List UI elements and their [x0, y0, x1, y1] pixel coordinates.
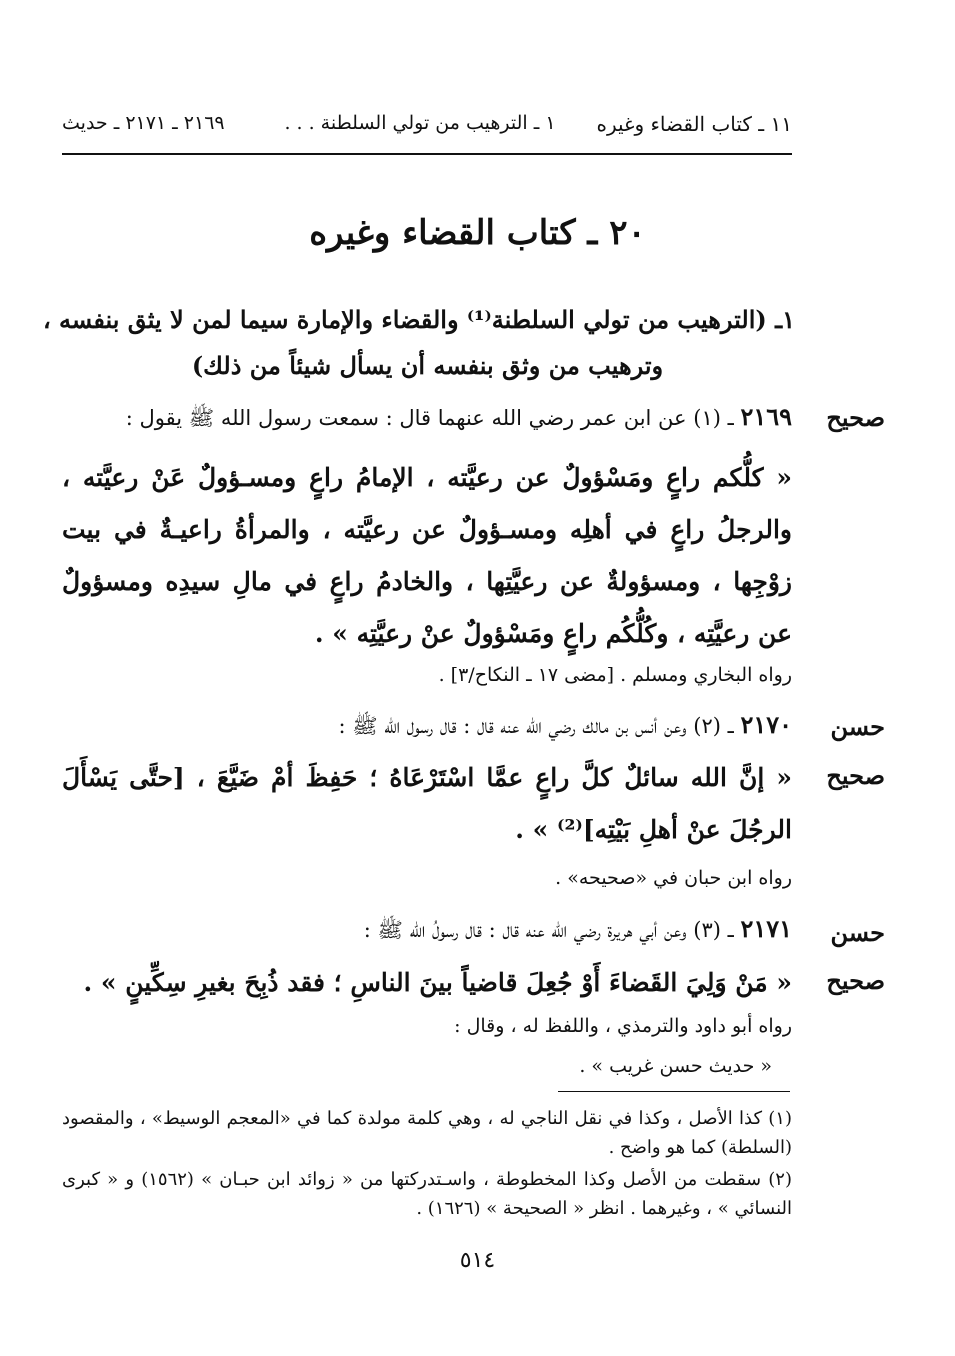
hadith-number: ٢١٧١ [740, 914, 792, 943]
footnote: (١) كذا الأصل ، وكذا في نقل الناجي له ، وهي كلمة مولدة كما في «المعجم الوسيط» ، والمقصود (السلطة) كما هو واضح . [62, 1108, 792, 1158]
header-divider [62, 153, 792, 155]
hadith-isnad: ـ (٢) وعن أنس بن مالك رضي الله عنه قال : قال رسول الله ﷺ : [338, 714, 734, 738]
header-hadith-range: ٢١٦٩ ـ ٢١٧١ ـ حديث [62, 112, 225, 134]
hadith-grade: صحيح [826, 403, 885, 432]
hadith-reference-quote: « حديث حسن غريب » . [579, 1055, 772, 1077]
hadith-text: « مَنْ وَلِيَ القَضاءَ أَوْ جُعِلَ قاضياً بينَ الناسِ ؛ فقد ذُبِحَ بغيرِ سِكِّينٍ » . [83, 968, 792, 997]
hadith-number: ٢١٧٠ [740, 710, 792, 739]
hadith-grade: حسن [830, 918, 885, 947]
hadith-isnad: ـ (١) عن ابن عمر رضي الله عنهما قال : سمعت رسول الله ﷺ يقول : [125, 406, 734, 430]
footnote-divider [558, 1091, 790, 1092]
section-heading-line2: وترهيب من وثق بنفسه أن يسأل شيئاً من ذلك) [191, 351, 664, 380]
hadith-number: ٢١٦٩ [740, 402, 792, 431]
hadith-header [338, 710, 792, 744]
hadith-isnad: ـ (٣) وعن أبي هريرة رضي الله عنه قال : قال رسولُ الله ﷺ : [363, 918, 734, 942]
hadith-grade: حسن [830, 712, 885, 741]
header-book-title: ١١ ـ كتاب القضاء وغيره [596, 112, 792, 136]
hadith-grade-secondary: صحيح [826, 761, 885, 790]
hadith-grade-secondary: صحيح [826, 966, 885, 995]
hadith-text: « كلُّكم راعٍ ومَسْؤولٌ عن رعيَّته ، الإمامُ راعٍ ومسـؤولٌ عَنْ رعيَّته ، والرجلُ راعٍ في أهلِه ومسـؤولٌ عن رعيَّته ، والمرأةُ راعيـةٌ في بيت زوْجِها ، ومسؤولةٌ عن رعيَّتِها ، والخادمُ راعٍ في مالِ سيدِه ومسؤولٌ عن رعيَّتِه ، وكُلُّكُم راعٍ ومَسْؤولٌ عنْ رعيَّتِه » . [62, 463, 792, 648]
hadith-reference: رواه البخاري ومسلم . [مضى ١٧ ـ النكاح/٣] . [438, 664, 792, 686]
hadith-reference: رواه أبو داود والترمذي ، واللفظ له ، وقال : [454, 1015, 792, 1037]
hadith-header [126, 402, 792, 436]
footnote: (٢) سقطت من الأصل وكذا المخطوطة ، واسـتدركتها من « زوائد ابن حبـان » (١٥٦٢) و « كبرى النسائي » ، وغيرهما . انظر « الصحيحة » (١٦٢٦) . [62, 1169, 792, 1219]
hadith-text: « إنَّ الله سائلٌ كلَّ راعٍ عمَّا اسْتَرْعَاهُ ؛ حَفِظَ أمْ ضَيَّعَ ، [حتَّى يَسْأَلَ الرجُلَ عنْ أهلِ بَيْتِه]⁽²⁾ » . [62, 763, 792, 844]
header-section-title: ١ ـ الترهيب من تولي السلطنة . . . [284, 112, 556, 134]
chapter-title: ٢٠ ـ كتاب القضاء وغيره [309, 213, 646, 253]
section-heading-line1: ١ـ (الترهيب من تولي السلطنة⁽¹⁾ والقضاء والإمارة سيما لمن لا يثق بنفسه ، [42, 305, 795, 334]
page-number: ٥١٤ [459, 1248, 496, 1273]
hadith-header [364, 914, 792, 948]
hadith-reference: رواه ابن حبان في «صحيحه» . [555, 867, 792, 889]
